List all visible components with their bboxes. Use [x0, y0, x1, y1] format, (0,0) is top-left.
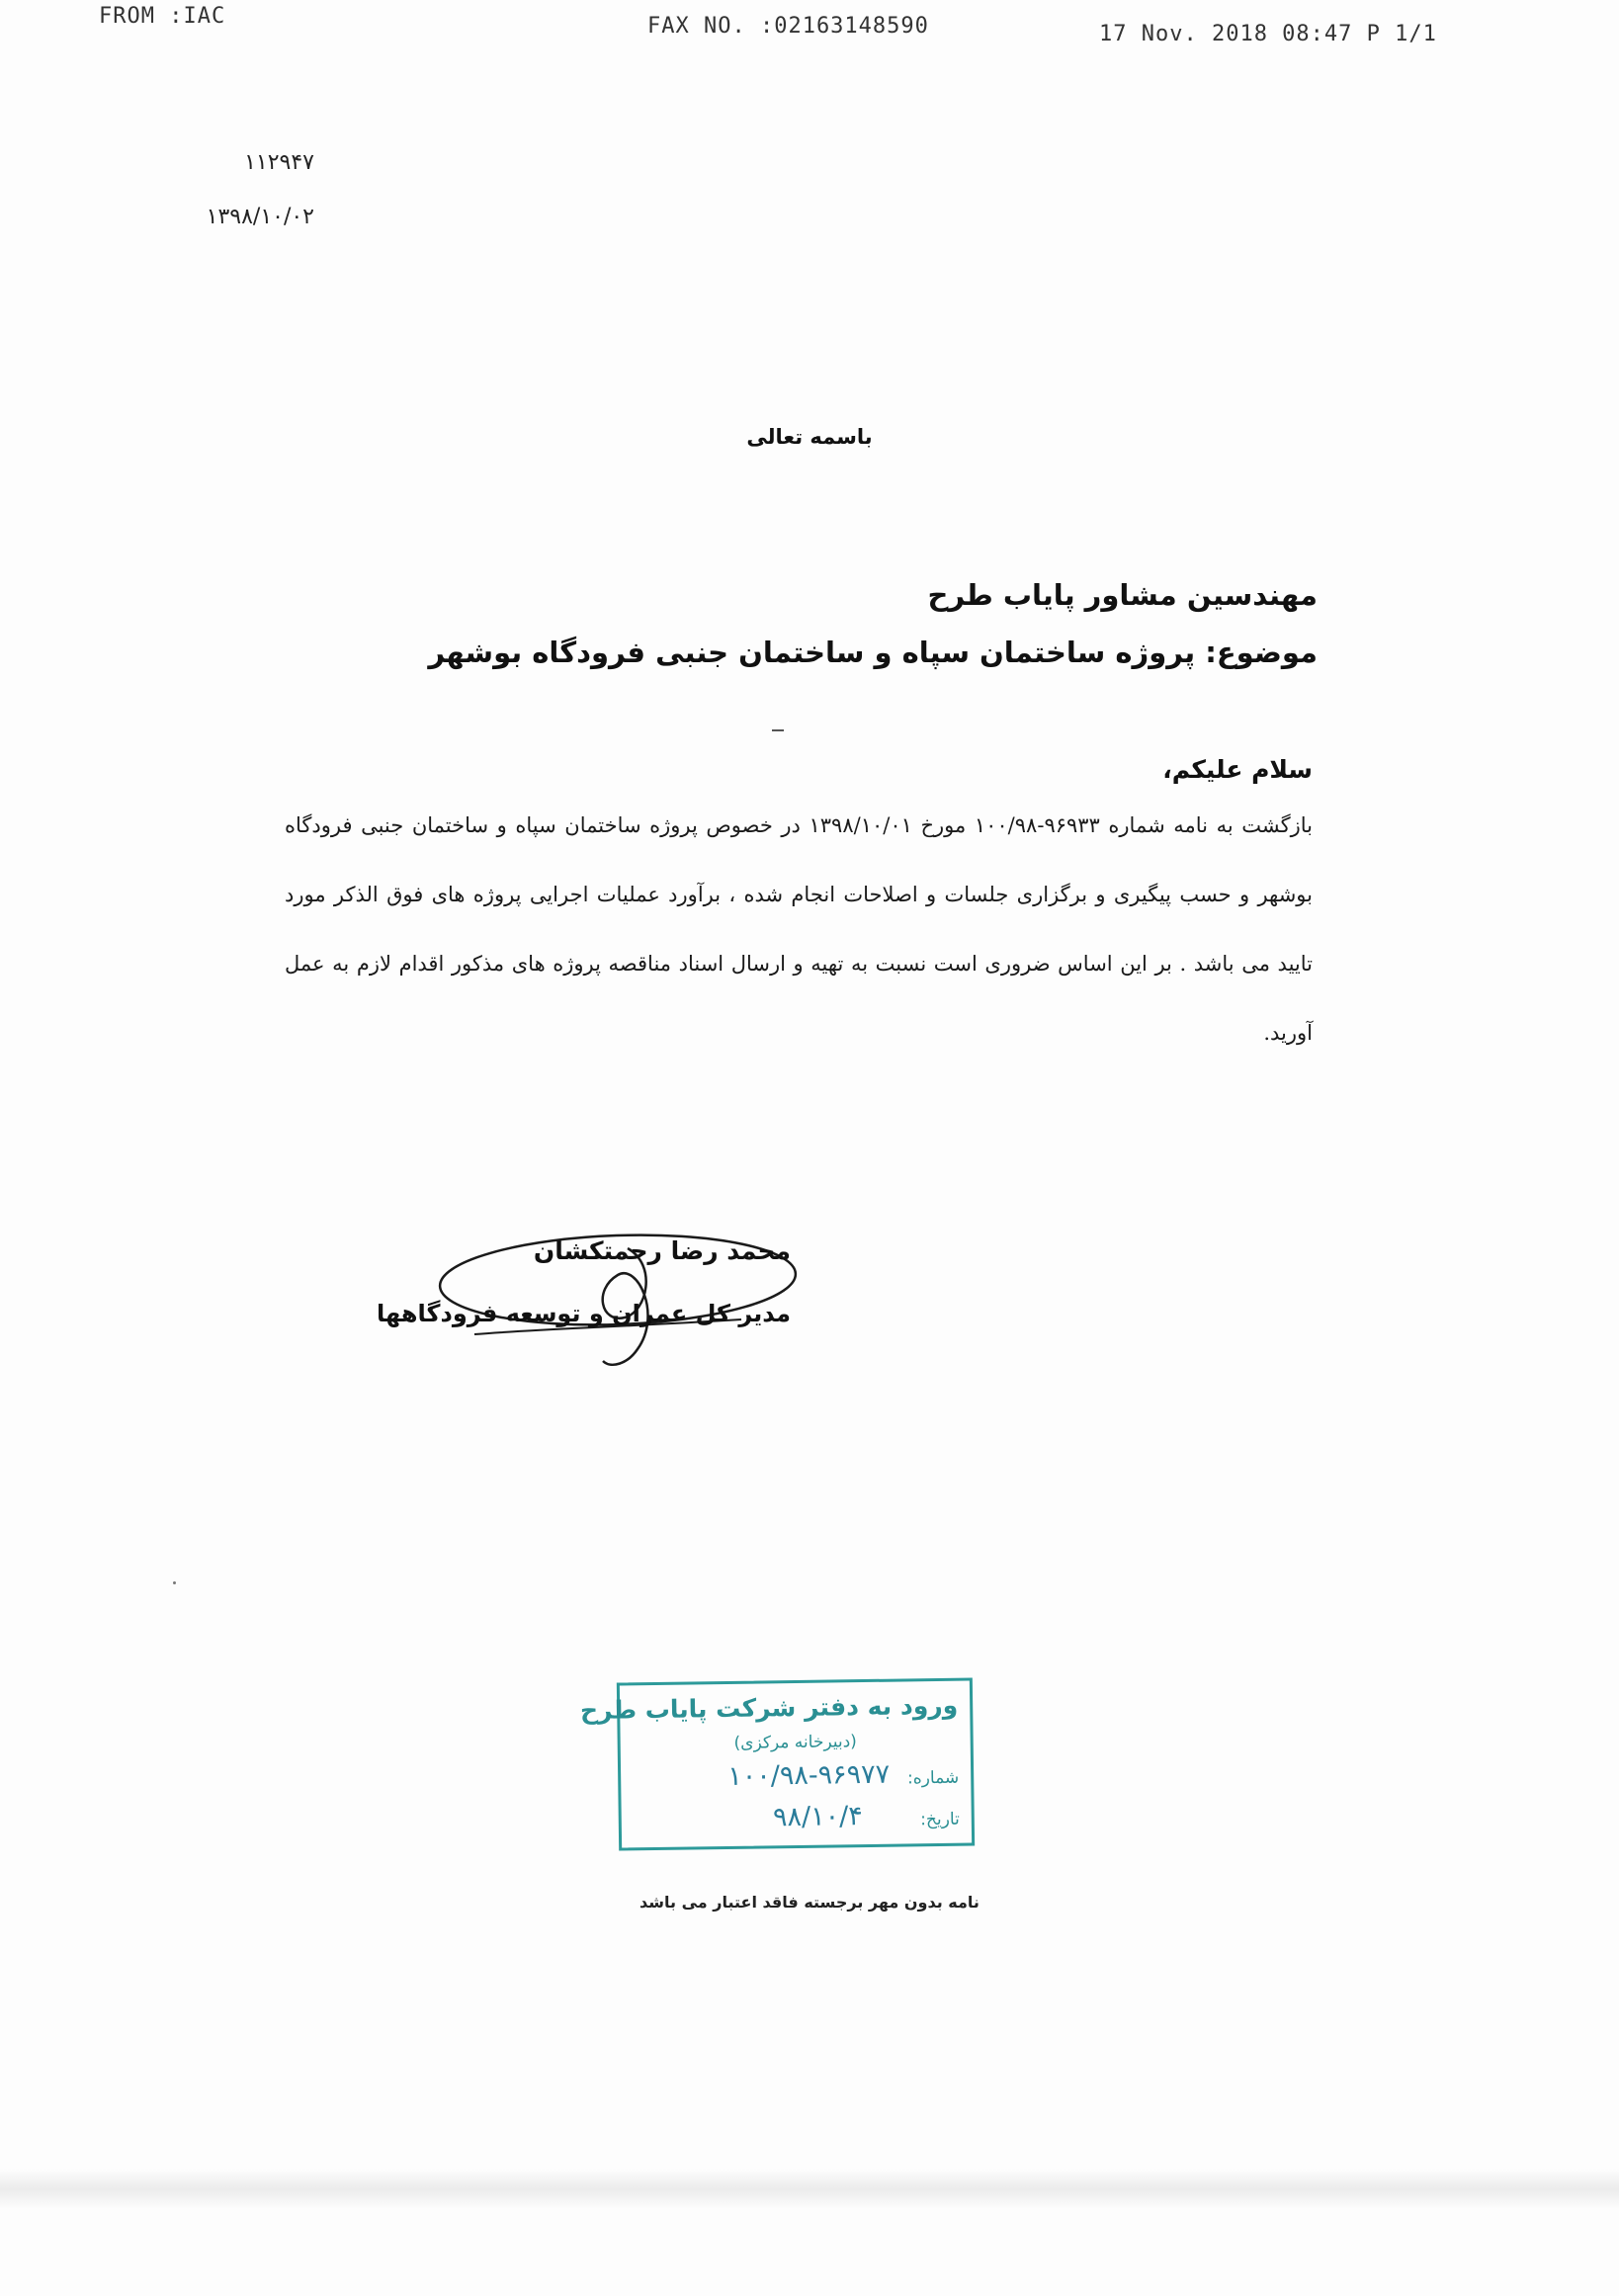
scan-artifact-band — [0, 2169, 1619, 2209]
letter-subject: موضوع: پروژه ساختمان سپاه و ساختمان جنبی فرودگاه بوشهر — [428, 636, 1318, 669]
signer-title: مدیر کل عمران و توسعه فرودگاهها — [377, 1300, 791, 1327]
signature-block — [377, 1221, 810, 1379]
letter-body: بازگشت به نامه شماره ۹۶۹۳۳-۱۰۰/۹۸ مورخ ۱۳۹۸/۱۰/۰۱ در خصوص پروژه ساختمان سپاه و ساختمان جنبی فرودگاه بوشهر و حسب پیگیری و برگزاری جلسات و اصلاحات انجام شده ، برآورد عملیات اجرایی پروژه های فوق الذکر مورد تایید می باشد . بر این اساس ضروری است نسبت به تهیه و ارسال اسناد مناقصه پروژه های مذکور اقدام لازم به عمل آورید. — [285, 813, 1314, 1045]
letter-greeting: سلام علیکم، — [1162, 755, 1313, 784]
letter-recipient: مهندسین مشاور پایاب طرح — [927, 578, 1318, 612]
stamp-title: ورود به دفتر شرکت پایاب طرح — [579, 1690, 959, 1726]
fax-number: FAX NO. :02163148590 — [647, 14, 929, 39]
letter-invocation: باسمه تعالی — [746, 425, 873, 449]
letter-reference-number: ۱۱۲۹۴۷ — [244, 150, 314, 175]
footer-validity-note: نامه بدون مهر برجسته فاقد اعتبار می باشد — [639, 1893, 980, 1912]
stamp-number-label: شماره: — [906, 1767, 960, 1789]
fax-sender: FROM :IAC — [99, 4, 226, 29]
receipt-stamp — [579, 1677, 975, 1850]
scan-dust — [173, 1581, 176, 1584]
scan-speck — [772, 729, 784, 731]
signer-name: محمد رضا رحمتکشان — [533, 1236, 791, 1265]
stamp-number-value: ۱۰۰/۹۸-۹۶۹۷۷ — [727, 1758, 891, 1792]
stamp-subtitle: (دبیرخانه مرکزی) — [733, 1732, 857, 1753]
stamp-date-label: تاریخ: — [920, 1809, 960, 1830]
fax-header — [0, 4, 1619, 46]
letter-reference-date: ۱۳۹۸/۱۰/۰۲ — [206, 205, 314, 229]
stamp-date-value: ۹۸/۱۰/۴ — [772, 1801, 863, 1833]
fax-date-page: 17 Nov. 2018 08:47 P 1/1 — [1099, 22, 1437, 46]
